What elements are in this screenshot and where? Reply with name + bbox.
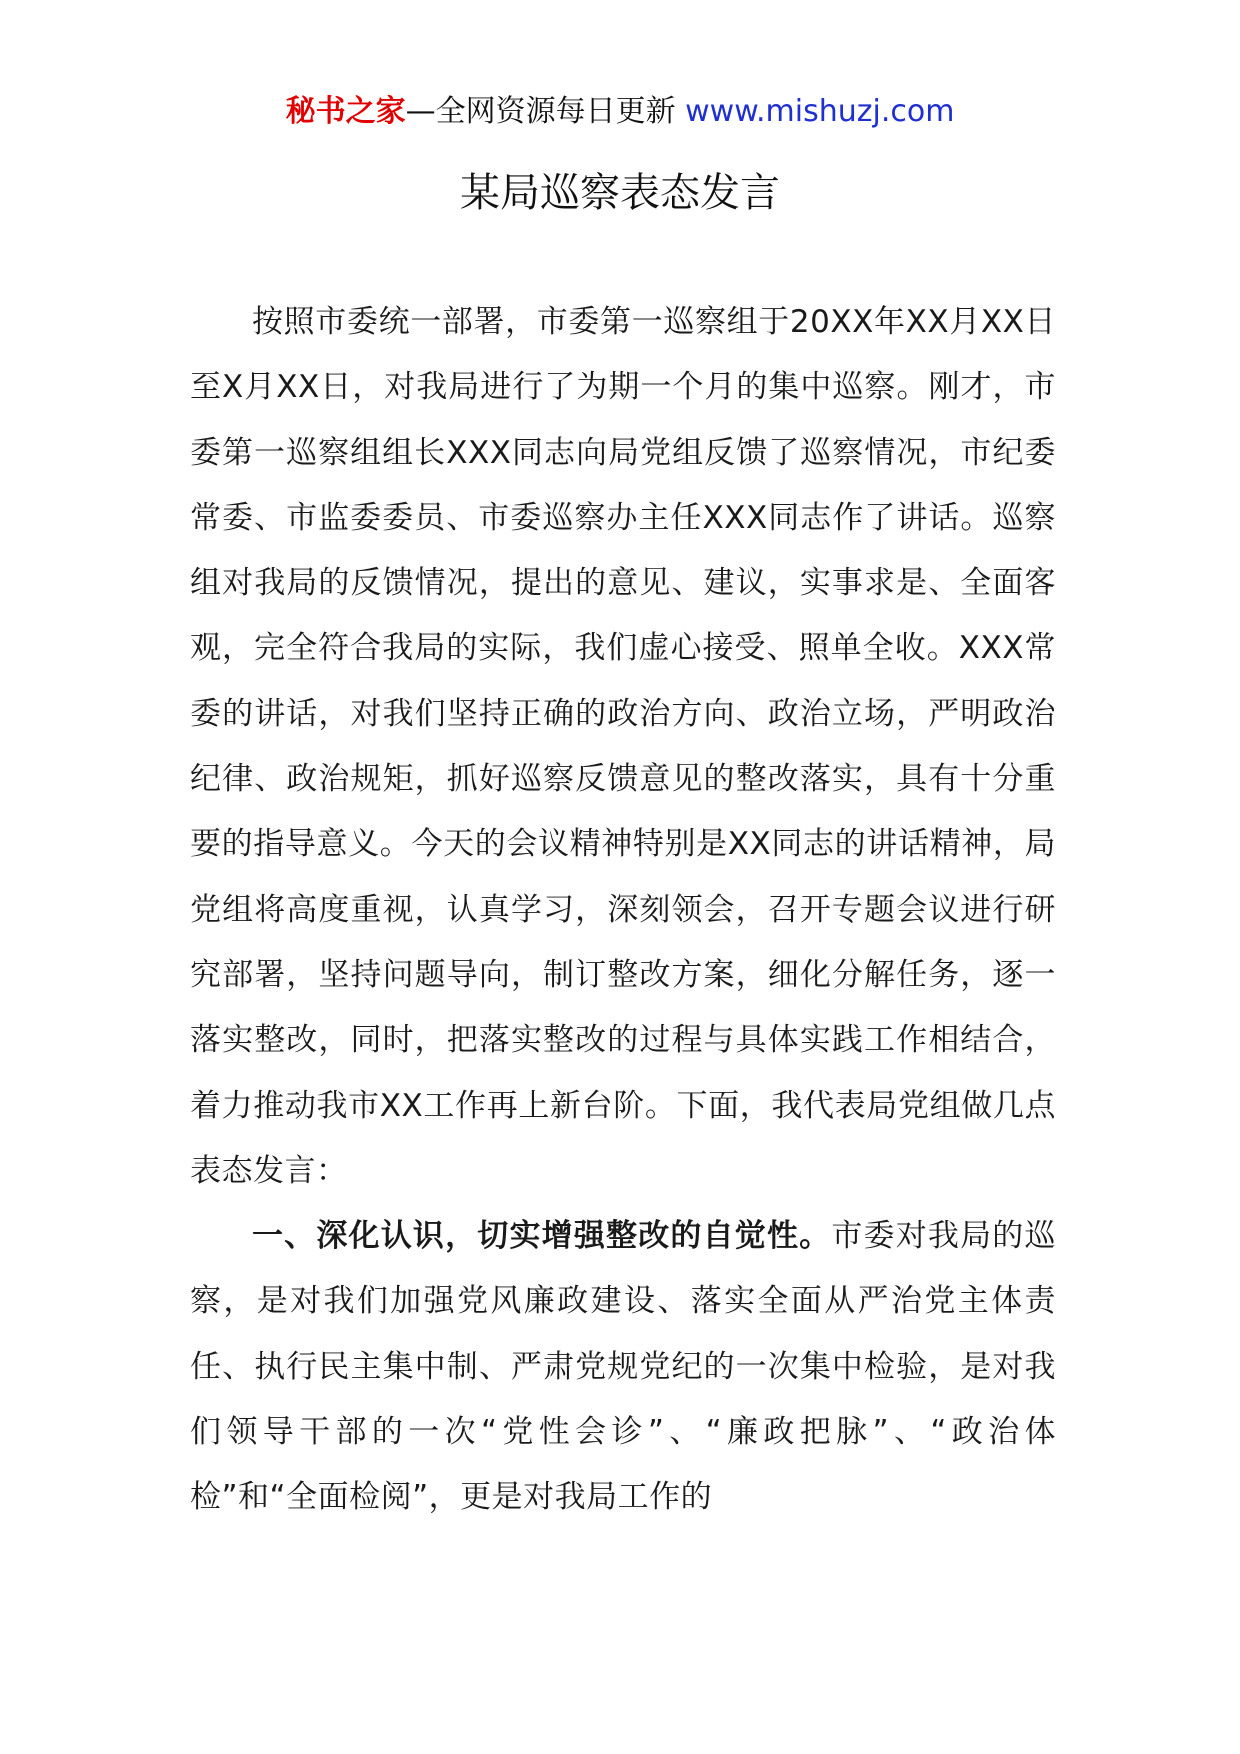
section-1-text: 市委对我局的巡察，是对我们加强党风廉政建设、落实全面从严治党主体责任、执行民主集中制、严肃党规党纪的一次集中检验，是对我们领导干部的一次“党性会诊”、“廉政把脉”、“政治体检”和“全面检阅”，更是对我局工作的	[190, 1218, 1056, 1516]
paragraph-section-1	[190, 1204, 1056, 1530]
brand-name: 秘书之家	[285, 94, 406, 129]
paragraph-intro: 按照市委统一部署，市委第一巡察组于20XX年XX月XX日至X月XX日，对我局进行了为期一个月的集中巡察。刚才，市委第一巡察组组长XXX同志向局党组反馈了巡察情况，市纪委常委、市监委委员、市委巡察办主任XXX同志作了讲话。巡察组对我局的反馈情况，提出的意见、建议，实事求是、全面客观，完全符合我局的实际，我们虚心接受、照单全收。XXX常委的讲话，对我们坚持正确的政治方向、政治立场，严明政治纪律、政治规矩，抓好巡察反馈意见的整改落实，具有十分重要的指导意义。今天的会议精神特别是XX同志的讲话精神，局党组将高度重视，认真学习，深刻领会，召开专题会议进行研究部署，坚持问题导向，制订整改方案，细化分解任务，逐一落实整改，同时，把落实整改的过程与具体实践工作相结合，着力推动我市XX工作再上新台阶。下面，我代表局党组做几点表态发言：	[190, 304, 1056, 1189]
site-header	[0, 92, 1240, 132]
section-1-heading: 一、深化认识，切实增强整改的自觉性。	[252, 1218, 832, 1255]
site-url-link[interactable]: www.mishuzj.com	[685, 94, 955, 129]
header-tagline: —全网资源每日更新	[405, 94, 676, 129]
document-body	[190, 290, 1056, 1531]
document-title: 某局巡察表态发言	[460, 170, 780, 216]
